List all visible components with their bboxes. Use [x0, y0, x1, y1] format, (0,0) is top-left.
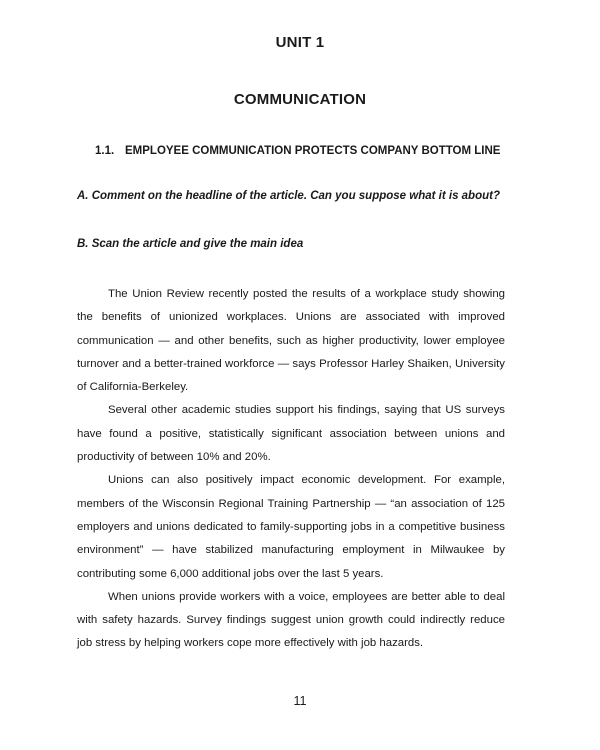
section-number: 1.1. — [95, 145, 115, 157]
unit-title: UNIT 1 — [275, 34, 325, 51]
article-paragraph: The Union Review recently posted the results of a workplace study showing the benefits of unionized workplaces. Unions are associated with improved communication — and other benefits, such as higher productivity, lower employee turnover and a better-trained workforce — says Professor Harley Shaiken, University of California-Berkeley. — [77, 288, 505, 394]
article-paragraph: When unions provide workers with a voice, employees are better able to deal with safety hazards. Survey findings suggest union growth could indirectly reduce job stress by helping workers cope more effectively with job hazards. — [77, 590, 505, 650]
chapter-title: COMMUNICATION — [233, 91, 367, 108]
article-paragraph: Several other academic studies support his findings, saying that US surveys have found a positive, statistically significant association between unions and productivity of between 10% and 20%. — [77, 404, 505, 464]
section-heading — [95, 145, 500, 157]
task-a-instruction: A. Comment on the headline of the article. Can you suppose what it is about? — [77, 190, 500, 202]
article-body — [77, 283, 505, 656]
article-paragraph: Unions can also positively impact economic development. For example, members of the Wisconsin Regional Training Partnership — “an association of 125 employers and unions dedicated to family-supporting jobs in a competitive business environment” — have stabilized manufacturing employment in Milwaukee by contributing some 6,000 additional jobs over the last 5 years. — [77, 474, 505, 580]
page-number: 11 — [293, 694, 307, 708]
section-title: EMPLOYEE COMMUNICATION PROTECTS COMPANY BOTTOM LINE — [125, 145, 501, 157]
task-b-instruction: B. Scan the article and give the main idea — [77, 238, 304, 250]
